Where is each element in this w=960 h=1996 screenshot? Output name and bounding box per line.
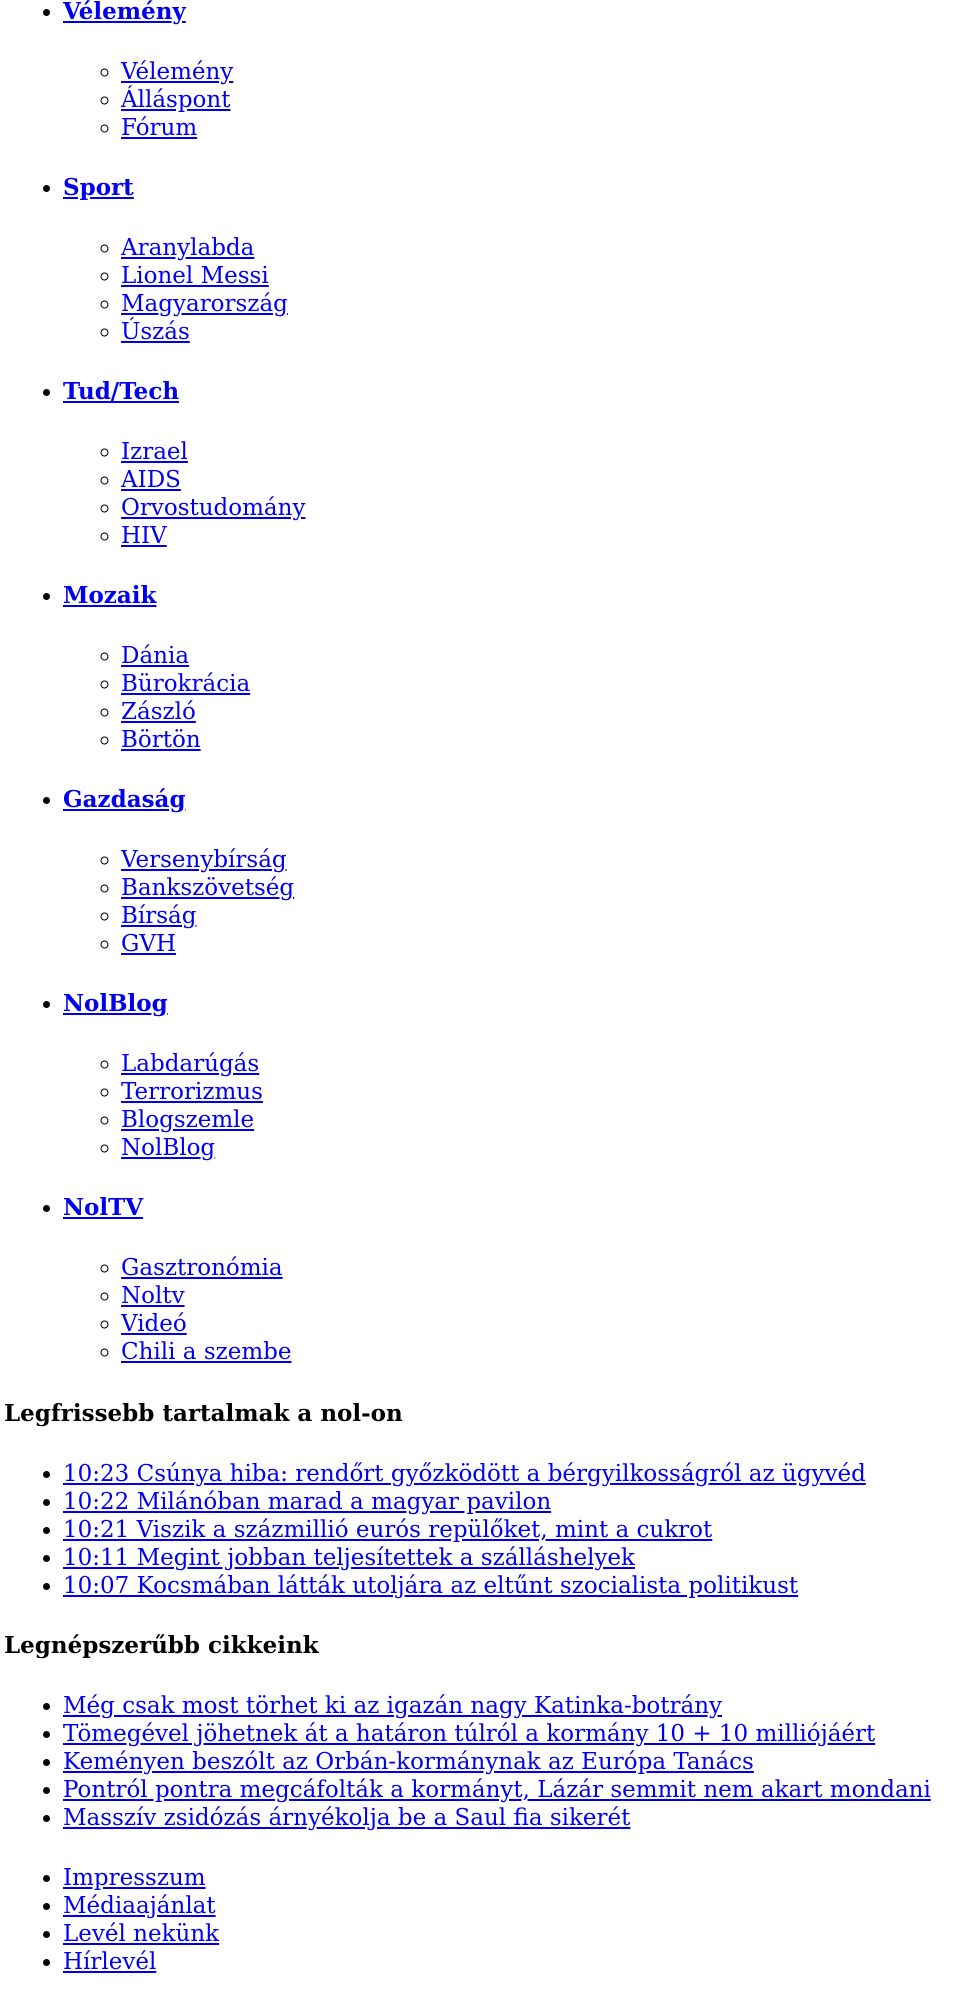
section-gazdasag-topics <box>63 846 960 958</box>
section-nolblog <box>63 990 960 1162</box>
section-sport-topics <box>63 234 960 346</box>
topic-link[interactable]: Blogszemle <box>121 1107 255 1133</box>
section-tudtech-topics <box>63 438 960 550</box>
latest-list <box>4 1460 960 1600</box>
topic-item <box>121 1050 960 1078</box>
topic-item <box>121 466 960 494</box>
popular-heading: Legnépszerűbb cikkeink <box>4 1632 319 1659</box>
topic-item <box>121 58 960 86</box>
popular-article-link[interactable]: Masszív zsidózás árnyékolja be a Saul fia sikerét <box>63 1805 631 1831</box>
topic-link[interactable]: Zászló <box>121 699 196 725</box>
section-link-noltv[interactable]: NolTV <box>63 1194 144 1221</box>
topic-link[interactable]: Lionel Messi <box>121 263 269 289</box>
topic-link[interactable]: Fórum <box>121 115 198 141</box>
topic-link[interactable]: Börtön <box>121 727 201 753</box>
topic-item <box>121 438 960 466</box>
list-item <box>63 1776 960 1804</box>
list-item <box>63 1692 960 1720</box>
list-item <box>63 1804 960 1832</box>
list-item <box>63 1572 960 1600</box>
latest-article-link[interactable]: 10:21 Viszik a százmillió eurós repülőket, mint a cukrot <box>63 1517 713 1543</box>
list-item <box>63 1544 960 1572</box>
footer-link-hirlevel[interactable]: Hírlevél <box>63 1949 157 1975</box>
topic-item <box>121 318 960 346</box>
topic-link[interactable]: Bankszövetség <box>121 875 295 901</box>
topic-link[interactable]: Vélemény <box>121 59 234 85</box>
topic-item <box>121 290 960 318</box>
section-velemeny <box>63 0 960 142</box>
topic-link[interactable]: Orvostudomány <box>121 495 306 521</box>
section-sport <box>63 174 960 346</box>
section-link-gazdasag[interactable]: Gazdaság <box>63 786 186 813</box>
topic-link[interactable]: GVH <box>121 931 177 957</box>
footer-link-mediaajanlat[interactable]: Médiaajánlat <box>63 1893 216 1919</box>
topic-link[interactable]: Álláspont <box>121 87 231 113</box>
footer-link-impresszum[interactable]: Impresszum <box>63 1865 206 1891</box>
topic-link[interactable]: Versenybírság <box>121 847 287 873</box>
section-nolblog-topics <box>63 1050 960 1162</box>
section-velemeny-topics <box>63 58 960 142</box>
list-item <box>63 1948 960 1976</box>
topic-item <box>121 522 960 550</box>
footer-links <box>4 1864 960 1976</box>
topic-item <box>121 262 960 290</box>
topic-link[interactable]: Bürokrácia <box>121 671 251 697</box>
topic-link[interactable]: Gasztronómia <box>121 1255 283 1281</box>
latest-heading: Legfrissebb tartalmak a nol-on <box>4 1400 403 1427</box>
topic-item <box>121 1310 960 1338</box>
topic-item <box>121 114 960 142</box>
popular-article-link[interactable]: Keményen beszólt az Orbán-kormánynak az Európa Tanács <box>63 1749 754 1775</box>
section-link-nolblog[interactable]: NolBlog <box>63 990 168 1017</box>
section-noltv <box>63 1194 960 1366</box>
section-mozaik-topics <box>63 642 960 754</box>
topic-link[interactable]: Aranylabda <box>121 235 255 261</box>
popular-article-link[interactable]: Tömegével jöhetnek át a határon túlról a kormány 10 + 10 milliójáért <box>63 1721 876 1747</box>
topic-item <box>121 930 960 958</box>
topic-item <box>121 1254 960 1282</box>
section-link-sport[interactable]: Sport <box>63 174 134 201</box>
topic-item <box>121 698 960 726</box>
latest-article-link[interactable]: 10:07 Kocsmában látták utoljára az eltűnt szocialista politikust <box>63 1573 799 1599</box>
list-item <box>63 1720 960 1748</box>
topic-link[interactable]: Chili a szembe <box>121 1339 292 1365</box>
topic-link[interactable]: HIV <box>121 523 167 549</box>
list-item <box>63 1516 960 1544</box>
topic-item <box>121 670 960 698</box>
topic-link[interactable]: Noltv <box>121 1283 185 1309</box>
topic-item <box>121 846 960 874</box>
topic-item <box>121 642 960 670</box>
topic-link[interactable]: Videó <box>121 1311 187 1337</box>
section-link-velemeny[interactable]: Vélemény <box>63 0 186 25</box>
topic-link[interactable]: AIDS <box>121 467 181 493</box>
latest-article-link[interactable]: 10:11 Megint jobban teljesítettek a szálláshelyek <box>63 1545 635 1571</box>
topic-item <box>121 902 960 930</box>
topic-item <box>121 874 960 902</box>
section-noltv-topics <box>63 1254 960 1366</box>
topic-link[interactable]: Magyarország <box>121 291 288 317</box>
section-mozaik <box>63 582 960 754</box>
topic-link[interactable]: Bírság <box>121 903 197 929</box>
latest-article-link[interactable]: 10:22 Milánóban marad a magyar pavilon <box>63 1489 552 1515</box>
footer-link-level-nekunk[interactable]: Levél nekünk <box>63 1921 220 1947</box>
section-nav <box>4 0 960 1366</box>
section-gazdasag <box>63 786 960 958</box>
latest-article-link[interactable]: 10:23 Csúnya hiba: rendőrt győzködött a bérgyilkosságról az ügyvéd <box>63 1461 866 1487</box>
section-link-tudtech[interactable]: Tud/Tech <box>63 378 180 405</box>
topic-item <box>121 1106 960 1134</box>
topic-item <box>121 1282 960 1310</box>
topic-item <box>121 1338 960 1366</box>
list-item <box>63 1920 960 1948</box>
list-item <box>63 1460 960 1488</box>
topic-item <box>121 1078 960 1106</box>
section-link-mozaik[interactable]: Mozaik <box>63 582 157 609</box>
topic-item <box>121 1134 960 1162</box>
topic-link[interactable]: Izrael <box>121 439 188 465</box>
topic-item <box>121 234 960 262</box>
topic-link[interactable]: Terrorizmus <box>121 1079 263 1105</box>
popular-article-link[interactable]: Pontról pontra megcáfolták a kormányt, Lázár semmit nem akart mondani <box>63 1777 931 1803</box>
topic-link[interactable]: Dánia <box>121 643 190 669</box>
topic-link[interactable]: Úszás <box>121 319 190 345</box>
list-item <box>63 1748 960 1776</box>
topic-item <box>121 86 960 114</box>
list-item <box>63 1892 960 1920</box>
popular-article-link[interactable]: Még csak most törhet ki az igazán nagy Katinka-botrány <box>63 1693 723 1719</box>
list-item <box>63 1864 960 1892</box>
popular-list <box>4 1692 960 1832</box>
topic-link[interactable]: NolBlog <box>121 1135 216 1161</box>
topic-link[interactable]: Labdarúgás <box>121 1051 260 1077</box>
list-item <box>63 1488 960 1516</box>
topic-item <box>121 726 960 754</box>
topic-item <box>121 494 960 522</box>
section-tudtech <box>63 378 960 550</box>
